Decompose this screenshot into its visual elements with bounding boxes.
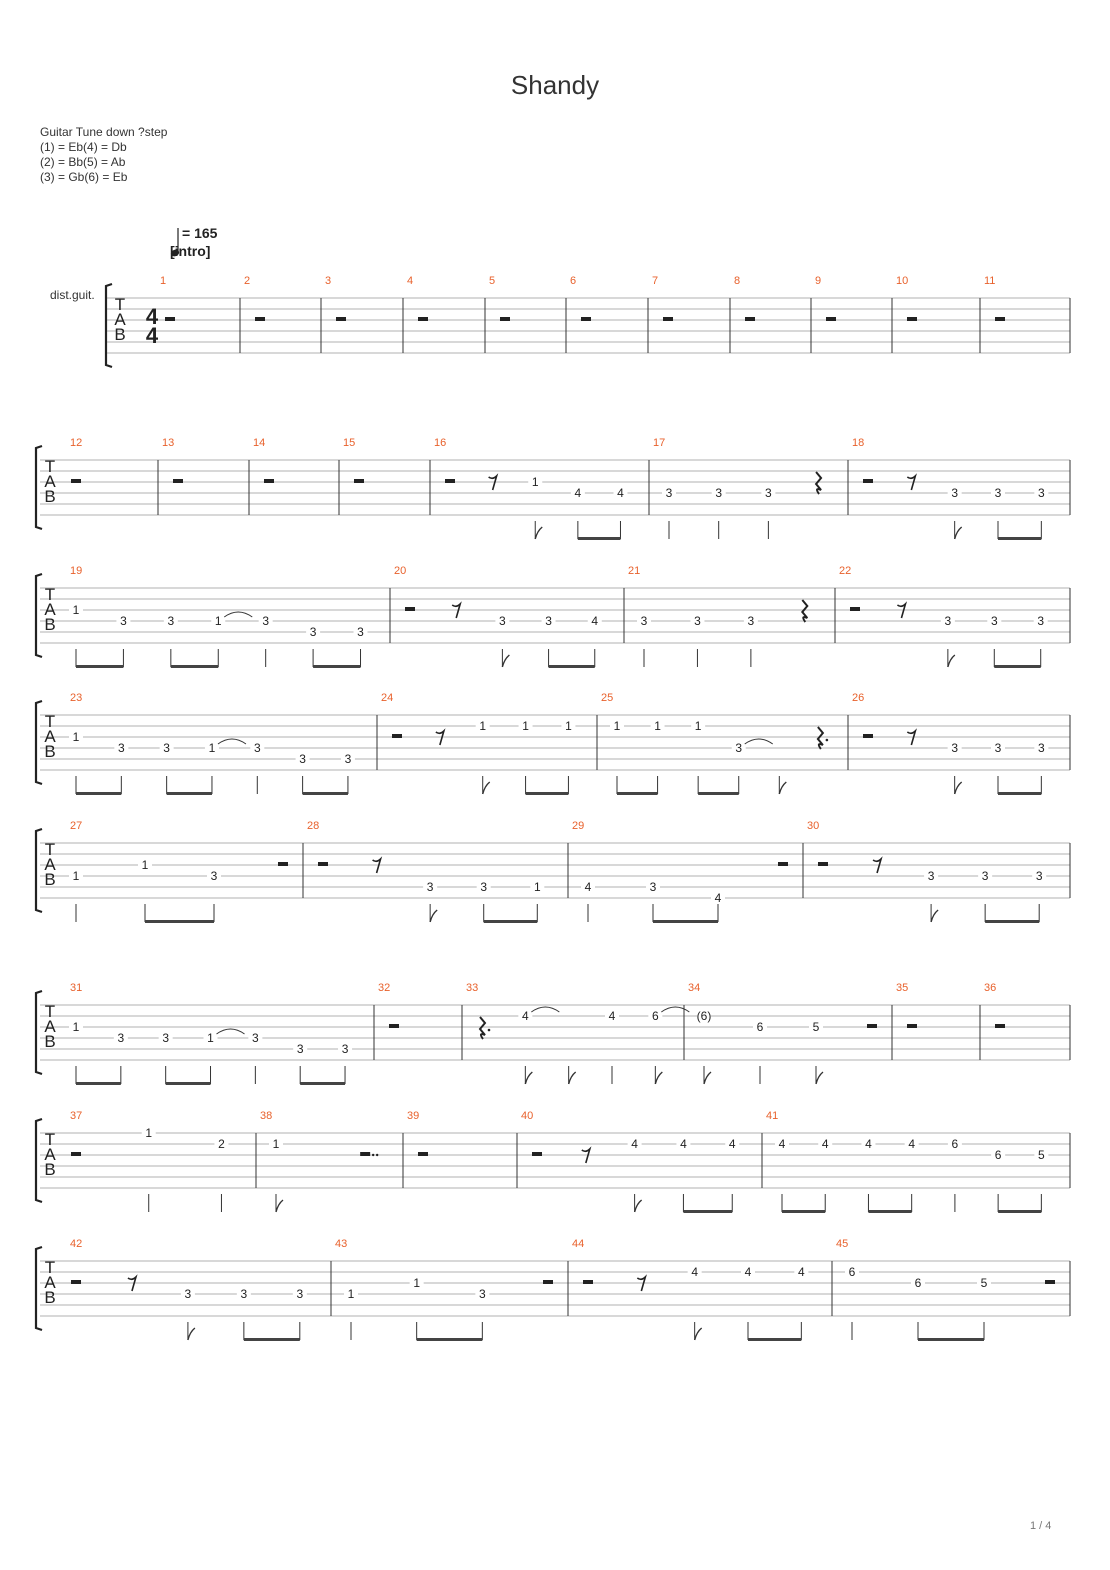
measure-number: 8 <box>734 275 741 287</box>
note-beam <box>76 792 121 795</box>
measure-number: 28 <box>307 820 320 832</box>
measure-number: 6 <box>570 275 577 287</box>
measure-number: 29 <box>572 820 585 832</box>
measure-number: 35 <box>896 982 909 994</box>
measure-number: 9 <box>815 275 822 287</box>
note-beam <box>985 920 1039 923</box>
fret-number: 4 <box>744 1265 752 1279</box>
note-beam <box>313 665 360 668</box>
measure-number: 12 <box>70 437 83 449</box>
note-beam <box>303 792 348 795</box>
measure-number: 20 <box>394 565 407 577</box>
note-beam <box>76 665 123 668</box>
measure-number: 4 <box>407 275 414 287</box>
tab-clef-letter: B <box>44 1288 56 1307</box>
eighth-flag <box>655 1072 662 1084</box>
eighth-rest <box>436 731 444 745</box>
quarter-rest <box>816 472 821 494</box>
half-rest <box>995 1024 1005 1028</box>
measure-number: 39 <box>407 1110 420 1122</box>
half-rest <box>71 479 81 483</box>
fret-number: 3 <box>994 486 1002 500</box>
measure-number: 43 <box>335 1238 348 1250</box>
eighth-flag <box>188 1328 195 1340</box>
half-rest <box>392 734 402 738</box>
measure-number: 7 <box>652 275 659 287</box>
eighth-rest <box>873 859 881 873</box>
fret-number: 1 <box>479 719 487 733</box>
measure-number: 11 <box>984 275 996 287</box>
fret-number: 4 <box>521 1009 529 1023</box>
eighth-rest <box>582 1149 590 1163</box>
fret-number: 1 <box>207 1031 214 1045</box>
tab-clef-letter: B <box>114 325 126 344</box>
eighth-rest <box>907 476 915 490</box>
note-beam <box>300 1082 345 1085</box>
fret-number: 4 <box>631 1137 638 1151</box>
half-rest <box>318 862 328 866</box>
fret-number: 3 <box>210 869 218 883</box>
rest-dot <box>488 1029 491 1032</box>
measure-number: 33 <box>466 982 479 994</box>
note-beam <box>998 1210 1041 1213</box>
fret-number: 3 <box>252 1031 259 1045</box>
fret-number: 3 <box>1037 741 1045 755</box>
eighth-flag <box>695 1328 702 1340</box>
fret-number: 3 <box>981 869 989 883</box>
tab-clef-letter: A <box>44 472 56 491</box>
system-bracket <box>36 991 42 1074</box>
fret-number: 3 <box>309 625 317 639</box>
half-rest <box>264 479 274 483</box>
fret-number: 1 <box>347 1287 355 1301</box>
system-bracket <box>36 1119 42 1202</box>
half-rest <box>278 862 288 866</box>
note-beam <box>171 665 218 668</box>
fret-number: 1 <box>72 1020 80 1034</box>
measure-number: 19 <box>70 565 83 577</box>
fret-number: 3 <box>478 1287 486 1301</box>
note-beam <box>244 1338 300 1341</box>
note-beam <box>617 792 658 795</box>
half-rest <box>360 1152 370 1156</box>
half-rest <box>1045 1280 1055 1284</box>
measure-number: 1 <box>160 275 167 287</box>
tab-clef-letter: T <box>44 712 56 731</box>
fret-number: 2 <box>218 1137 225 1151</box>
measure-number: 15 <box>343 437 356 449</box>
tuning-heading: Guitar Tune down ?step <box>40 125 168 139</box>
measure-number: 3 <box>325 275 332 287</box>
fret-number: 1 <box>565 719 572 733</box>
fret-number: 1 <box>72 603 80 617</box>
fret-number: 6 <box>651 1009 659 1023</box>
tab-clef-letter: B <box>44 870 56 889</box>
note-beam <box>998 792 1041 795</box>
fret-number: 3 <box>1037 614 1045 628</box>
note-beam <box>653 920 718 923</box>
fret-number: 1 <box>141 858 149 872</box>
eighth-rest <box>128 1277 136 1291</box>
tab-clef-letter: T <box>44 840 56 859</box>
note-beam <box>166 1082 211 1085</box>
instrument-label: dist.guit. <box>50 288 95 302</box>
tab-clef-letter: T <box>44 1002 56 1021</box>
fret-number: 1 <box>522 719 529 733</box>
fret-number: 1 <box>694 719 702 733</box>
note-beam <box>782 1210 825 1213</box>
half-rest <box>907 317 917 321</box>
measure-number: 2 <box>244 275 251 287</box>
eighth-flag <box>955 782 962 794</box>
eighth-flag <box>276 1200 283 1212</box>
eighth-rest <box>489 476 497 490</box>
fret-number: 3 <box>167 614 175 628</box>
quarter-rest <box>480 1017 485 1039</box>
fret-number: 4 <box>797 1265 805 1279</box>
fret-number: 1 <box>272 1137 280 1151</box>
tab-clef-letter: T <box>44 1258 56 1277</box>
fret-number: 1 <box>533 880 541 894</box>
tie-arc <box>217 1029 245 1034</box>
fret-number: 3 <box>426 880 434 894</box>
fret-number: 4 <box>574 486 582 500</box>
half-rest <box>543 1280 553 1284</box>
tab-clef-letter: B <box>44 615 56 634</box>
measure-number: 17 <box>653 437 666 449</box>
fret-number: 3 <box>117 741 125 755</box>
note-beam <box>683 1210 732 1213</box>
fret-number: 3 <box>163 741 170 755</box>
fret-number: 3 <box>990 614 998 628</box>
note-beam <box>578 537 621 540</box>
note-beam <box>526 792 569 795</box>
half-rest <box>445 479 455 483</box>
half-rest <box>818 862 828 866</box>
fret-number: 4 <box>778 1137 786 1151</box>
half-rest <box>71 1280 81 1284</box>
tuning-line: (3) = Gb(6) = Eb <box>40 170 128 184</box>
measure-number: 30 <box>807 820 820 832</box>
page-number: 1 / 4 <box>1030 1520 1052 1532</box>
eighth-flag <box>779 782 786 794</box>
fret-number: 6 <box>914 1276 922 1290</box>
measure-number: 42 <box>70 1238 83 1250</box>
half-rest <box>255 317 265 321</box>
measure-number: 40 <box>521 1110 534 1122</box>
fret-number: 3 <box>951 486 959 500</box>
section-marker: [intro] <box>170 243 211 259</box>
fret-number: 1 <box>654 719 661 733</box>
measure-number: 16 <box>434 437 447 449</box>
fret-number: 1 <box>145 1126 153 1140</box>
fret-number: 3 <box>665 486 673 500</box>
eighth-rest <box>373 859 381 873</box>
fret-number: 4 <box>728 1137 736 1151</box>
tab-clef-letter: B <box>44 1160 56 1179</box>
rest-dot <box>826 739 829 742</box>
note-beam <box>484 920 538 923</box>
fret-number: 5 <box>1038 1148 1045 1162</box>
eighth-rest <box>907 731 915 745</box>
fret-number: 3 <box>357 625 364 639</box>
fret-number: 3 <box>499 614 506 628</box>
measure-number: 25 <box>601 692 614 704</box>
fret-number: 6 <box>994 1148 1002 1162</box>
tie-arc <box>218 739 246 744</box>
fret-number: 3 <box>765 486 772 500</box>
measure-number: 23 <box>70 692 83 704</box>
fret-number: 3 <box>1037 486 1045 500</box>
measure-number: 5 <box>489 275 496 287</box>
eighth-flag <box>635 1200 642 1212</box>
note-beam <box>417 1338 483 1341</box>
fret-number: 3 <box>344 752 352 766</box>
fret-number: 3 <box>951 741 959 755</box>
fret-number: 3 <box>296 1287 304 1301</box>
half-rest <box>663 317 673 321</box>
tab-clef-letter: B <box>44 1032 56 1051</box>
half-rest <box>71 1152 81 1156</box>
system-bracket <box>36 574 42 657</box>
fret-number: 3 <box>649 880 657 894</box>
measure-number: 26 <box>852 692 865 704</box>
fret-number: 1 <box>613 719 621 733</box>
half-rest <box>907 1024 917 1028</box>
fret-number: 4 <box>821 1137 829 1151</box>
fret-number: 4 <box>680 1137 687 1151</box>
tab-clef-letter: A <box>44 600 56 619</box>
note-beam <box>167 792 212 795</box>
fret-number: 4 <box>865 1137 872 1151</box>
fret-number: 3 <box>735 741 743 755</box>
half-rest <box>354 479 364 483</box>
tab-clef-letter: A <box>114 310 126 329</box>
tab-clef-letter: T <box>44 585 56 604</box>
eighth-rest <box>452 604 460 618</box>
eighth-flag <box>483 782 490 794</box>
half-rest <box>405 607 415 611</box>
measure-number: 22 <box>839 565 852 577</box>
fret-number: 4 <box>908 1137 916 1151</box>
measure-number: 27 <box>70 820 83 832</box>
tab-clef-letter: B <box>44 742 56 761</box>
fret-number: 3 <box>480 880 488 894</box>
tab-clef-letter: A <box>44 727 56 746</box>
fret-number: 3 <box>240 1287 248 1301</box>
note-beam <box>994 665 1040 668</box>
fret-number: 3 <box>120 614 127 628</box>
eighth-flag <box>948 655 955 667</box>
half-rest <box>418 317 428 321</box>
measure-number: 45 <box>836 1238 849 1250</box>
fret-number: 6 <box>848 1265 856 1279</box>
half-rest <box>867 1024 877 1028</box>
time-signature-top: 4 <box>145 304 159 329</box>
fret-number: 1 <box>214 614 222 628</box>
half-rest <box>165 317 175 321</box>
rest-dot <box>372 1154 374 1156</box>
tie-arc <box>661 1007 689 1012</box>
fret-number: 3 <box>927 869 935 883</box>
quarter-rest <box>818 727 823 749</box>
eighth-rest <box>637 1277 645 1291</box>
tuning-line: (2) = Bb(5) = Ab <box>40 155 126 169</box>
half-rest <box>863 479 873 483</box>
note-beam <box>698 792 739 795</box>
fret-number: 1 <box>413 1276 421 1290</box>
fret-number: (6) <box>696 1009 712 1023</box>
half-rest <box>336 317 346 321</box>
fret-number: 3 <box>262 614 270 628</box>
eighth-flag <box>525 1072 532 1084</box>
measure-number: 34 <box>688 982 701 994</box>
half-rest <box>173 479 183 483</box>
fret-number: 3 <box>296 1042 304 1056</box>
measure-number: 37 <box>70 1110 83 1122</box>
eighth-flag <box>931 910 938 922</box>
half-rest <box>850 607 860 611</box>
fret-number: 3 <box>715 486 723 500</box>
half-rest <box>418 1152 428 1156</box>
measure-number: 13 <box>162 437 175 449</box>
system-bracket <box>36 701 42 784</box>
fret-number: 4 <box>617 486 624 500</box>
measure-number: 24 <box>381 692 394 704</box>
fret-number: 3 <box>1035 869 1043 883</box>
eighth-flag <box>430 910 437 922</box>
tab-clef-letter: A <box>44 855 56 874</box>
eighth-flag <box>569 1072 576 1084</box>
fret-number: 3 <box>184 1287 192 1301</box>
note-beam <box>145 920 214 923</box>
quarter-rest <box>802 600 807 622</box>
note-beam <box>748 1338 801 1341</box>
fret-number: 3 <box>253 741 261 755</box>
measure-number: 38 <box>260 1110 273 1122</box>
rest-dot <box>376 1154 378 1156</box>
fret-number: 3 <box>545 614 552 628</box>
tempo-marking: = 165 <box>182 225 218 241</box>
half-rest <box>583 1280 593 1284</box>
tie-arc <box>531 1007 559 1012</box>
tab-clef-letter: T <box>114 295 126 314</box>
fret-number: 3 <box>994 741 1002 755</box>
half-rest <box>863 734 873 738</box>
fret-number: 6 <box>756 1020 764 1034</box>
fret-number: 1 <box>531 475 539 489</box>
tab-clef-letter: T <box>44 457 56 476</box>
fret-number: 3 <box>944 614 952 628</box>
measure-number: 36 <box>984 982 997 994</box>
measure-number: 41 <box>766 1110 779 1122</box>
note-beam <box>998 537 1041 540</box>
fret-number: 3 <box>299 752 306 766</box>
song-title: Shandy <box>510 70 600 100</box>
half-rest <box>995 317 1005 321</box>
eighth-flag <box>704 1072 711 1084</box>
measure-number: 18 <box>852 437 865 449</box>
fret-number: 3 <box>694 614 701 628</box>
measure-number: 44 <box>572 1238 585 1250</box>
fret-number: 4 <box>691 1265 699 1279</box>
fret-number: 1 <box>72 869 80 883</box>
eighth-flag <box>535 527 542 539</box>
tab-clef-letter: A <box>44 1145 56 1164</box>
fret-number: 3 <box>162 1031 170 1045</box>
fret-number: 1 <box>72 730 80 744</box>
tab-clef-letter: A <box>44 1273 56 1292</box>
measure-number: 14 <box>253 437 266 449</box>
half-rest <box>745 317 755 321</box>
half-rest <box>778 862 788 866</box>
fret-number: 1 <box>208 741 216 755</box>
fret-number: 3 <box>117 1031 125 1045</box>
fret-number: 5 <box>812 1020 820 1034</box>
note-beam <box>918 1338 984 1341</box>
eighth-rest <box>897 604 905 618</box>
fret-number: 4 <box>584 880 592 894</box>
half-rest <box>500 317 510 321</box>
eighth-flag <box>955 527 962 539</box>
measure-number: 31 <box>70 982 83 994</box>
tab-clef-letter: B <box>44 487 56 506</box>
half-rest <box>581 317 591 321</box>
measure-number: 21 <box>628 565 641 577</box>
fret-number: 3 <box>747 614 755 628</box>
system-bracket <box>36 829 42 912</box>
measure-number: 10 <box>896 275 909 287</box>
half-rest <box>826 317 836 321</box>
half-rest <box>532 1152 542 1156</box>
note-beam <box>76 1082 121 1085</box>
note-beam <box>868 1210 911 1213</box>
time-signature-bottom: 4 <box>145 323 159 348</box>
tab-clef-letter: T <box>44 1130 56 1149</box>
fret-number: 4 <box>714 891 722 905</box>
fret-number: 3 <box>341 1042 349 1056</box>
fret-number: 4 <box>591 614 599 628</box>
fret-number: 5 <box>980 1276 988 1290</box>
note-beam <box>549 665 595 668</box>
eighth-flag <box>816 1072 823 1084</box>
half-rest <box>389 1024 399 1028</box>
fret-number: 4 <box>608 1009 616 1023</box>
measure-number: 32 <box>378 982 391 994</box>
system-bracket <box>36 446 42 529</box>
fret-number: 6 <box>951 1137 959 1151</box>
tie-arc <box>745 739 773 744</box>
system-bracket <box>106 284 112 367</box>
system-bracket <box>36 1247 42 1330</box>
tie-arc <box>224 612 252 617</box>
tuning-line: (1) = Eb(4) = Db <box>40 140 127 154</box>
eighth-flag <box>502 655 509 667</box>
tab-clef-letter: A <box>44 1017 56 1036</box>
fret-number: 3 <box>640 614 648 628</box>
